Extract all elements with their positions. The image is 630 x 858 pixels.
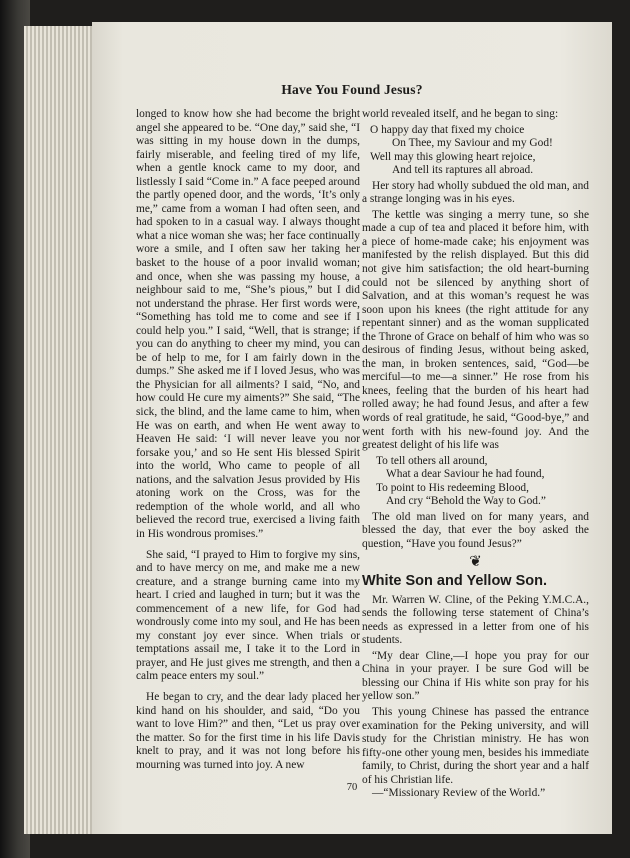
- verse-line: On Thee, my Saviour and my God!: [392, 137, 553, 150]
- book-page: [92, 22, 612, 834]
- verse-line: To tell others all around,: [376, 454, 488, 467]
- verse-line: And cry “Behold the Way to God.”: [386, 495, 546, 508]
- page-number: 70: [346, 782, 358, 793]
- left-column: [136, 108, 360, 772]
- paragraph: This young Chinese has passed the entrance examination for the Peking university, and will study for the Christian ministry. He has won fifty-one other young men, besides his immediate family, to Christ, during the short year and a half of his Christian life.: [362, 705, 589, 786]
- right-column: [362, 108, 589, 801]
- ornament-icon: ❦: [469, 553, 482, 570]
- section-title: White Son and Yellow Son.: [362, 573, 548, 590]
- hymn-verse: [362, 124, 589, 178]
- paragraph: Her story had wholly subdued the old man, and a strange longing was in his eyes.: [362, 179, 589, 206]
- paragraph: world revealed itself, and he began to sing:: [362, 108, 559, 120]
- verse-line: What a dear Saviour he had found,: [386, 468, 545, 481]
- verse-line: O happy day that fixed my choice: [370, 123, 525, 136]
- paragraph: “My dear Cline,—I hope you pray for our China in your prayer. I be sure God will be blessing our China if His white son pray for his yellow son.”: [362, 649, 589, 703]
- paragraph: He began to cry, and the dear lady placed her kind hand on his shoulder, and said, “Do you want to love Him?” and then, “Let us pray over the matter. So for the first time in his life Davis knelt to pray, and it was not long before his mourning was turned into joy. A new: [136, 690, 360, 771]
- paragraph: The old man lived on for many years, and blessed the day, that ever the boy asked the question, “Have you found Jesus?”: [362, 510, 589, 550]
- paragraph: Mr. Warren W. Cline, of the Peking Y.M.C.A., sends the following terse statement of China’s needs as expressed in a letter from one of his students.: [362, 593, 589, 647]
- running-head: Have You Found Jesus?: [281, 82, 423, 97]
- verse-line: Well may this glowing heart rejoice,: [370, 150, 536, 163]
- source-citation: —“Missionary Review of the World.”: [372, 787, 546, 800]
- verse-line: To point to His redeeming Blood,: [376, 481, 529, 494]
- paragraph: The kettle was singing a merry tune, so she made a cup of tea and placed it before him, with a piece of home-made cake; his enjoyment was manifested by the relish displayed. But this did not give him satisfaction; the old heart-burning could not be silenced by anything short of Salvation, and at this woman’s request he was soon upon his knees (the right attitude for any repentant sinner) and as the woman supplicated the Throne of Grace on behalf of him who was so desirous of finding Jesus, without being asked, the man, in broken sentences, said, “God—be merciful—to me—a sinner.” He rose from his knees, feeling that the burden of his heart had rolled away; he had found Jesus, and after a few words of real gratitude, he said, “Good-bye,” and went forth with his new-found joy. And the greatest delight of his life was: [362, 208, 589, 452]
- paragraph: She said, “I prayed to Him to forgive my sins, and to have mercy on me, and make me a new creature, and a strange burning came into my heart. I cried and laughed in turn; but it was the commencement of a new life, for God had wondrously come into my soul, and He has been my constant joy ever since. When trials or temptations assail me, I take it to the Lord in prayer, and He just gives me strength, and then a calm peace enters my soul.”: [136, 548, 360, 683]
- verse-line: And tell its raptures all abroad.: [392, 164, 534, 177]
- paragraph: longed to know how she had become the bright angel she appeared to be. “One day,” said she, “I was sitting in my house down in the dumps, fairly miserable, and feeling tired of my life, when a gentle knock came to my door, and listlessly I said “Come in.” A face peeped around the partly opened door, and the words, ‘It’s only me,” came from a woman I had often seen, and had spoken to in a casual way. I always thought what a nice woman she was; her face continually wore a smile, and I often saw her taking her basket to the house of a poor invalid woman; and once, when she was passing my house, a neighbour said to me, “She’s pious,” but I did not understand the phrase. Her first words were, “Something has told me to come and see if I could help you.” I said, “Well, that is strange; if you can do anything to cheer my mind, you can be of help to me, for I am fairly down in the dumps.” She asked me if I loved Jesus, who was the Physician for all ailments? I said, “No, and how could He cure my aiments?” She said, “The sick, the blind, and the lame came to him, when He was on earth, and when He went away to Heaven He said: ‘I will never leave you nor forsake you,’ and so He sent His blessed Spirit into the world, Who came to people of all nations, and the salvation Jesus provided by His atoning work on the Cross, was for the redemption of the whole world, and all who believed the record true, exercised a living faith in His wondrous promises.”: [136, 108, 360, 540]
- hymn-verse: [362, 455, 589, 509]
